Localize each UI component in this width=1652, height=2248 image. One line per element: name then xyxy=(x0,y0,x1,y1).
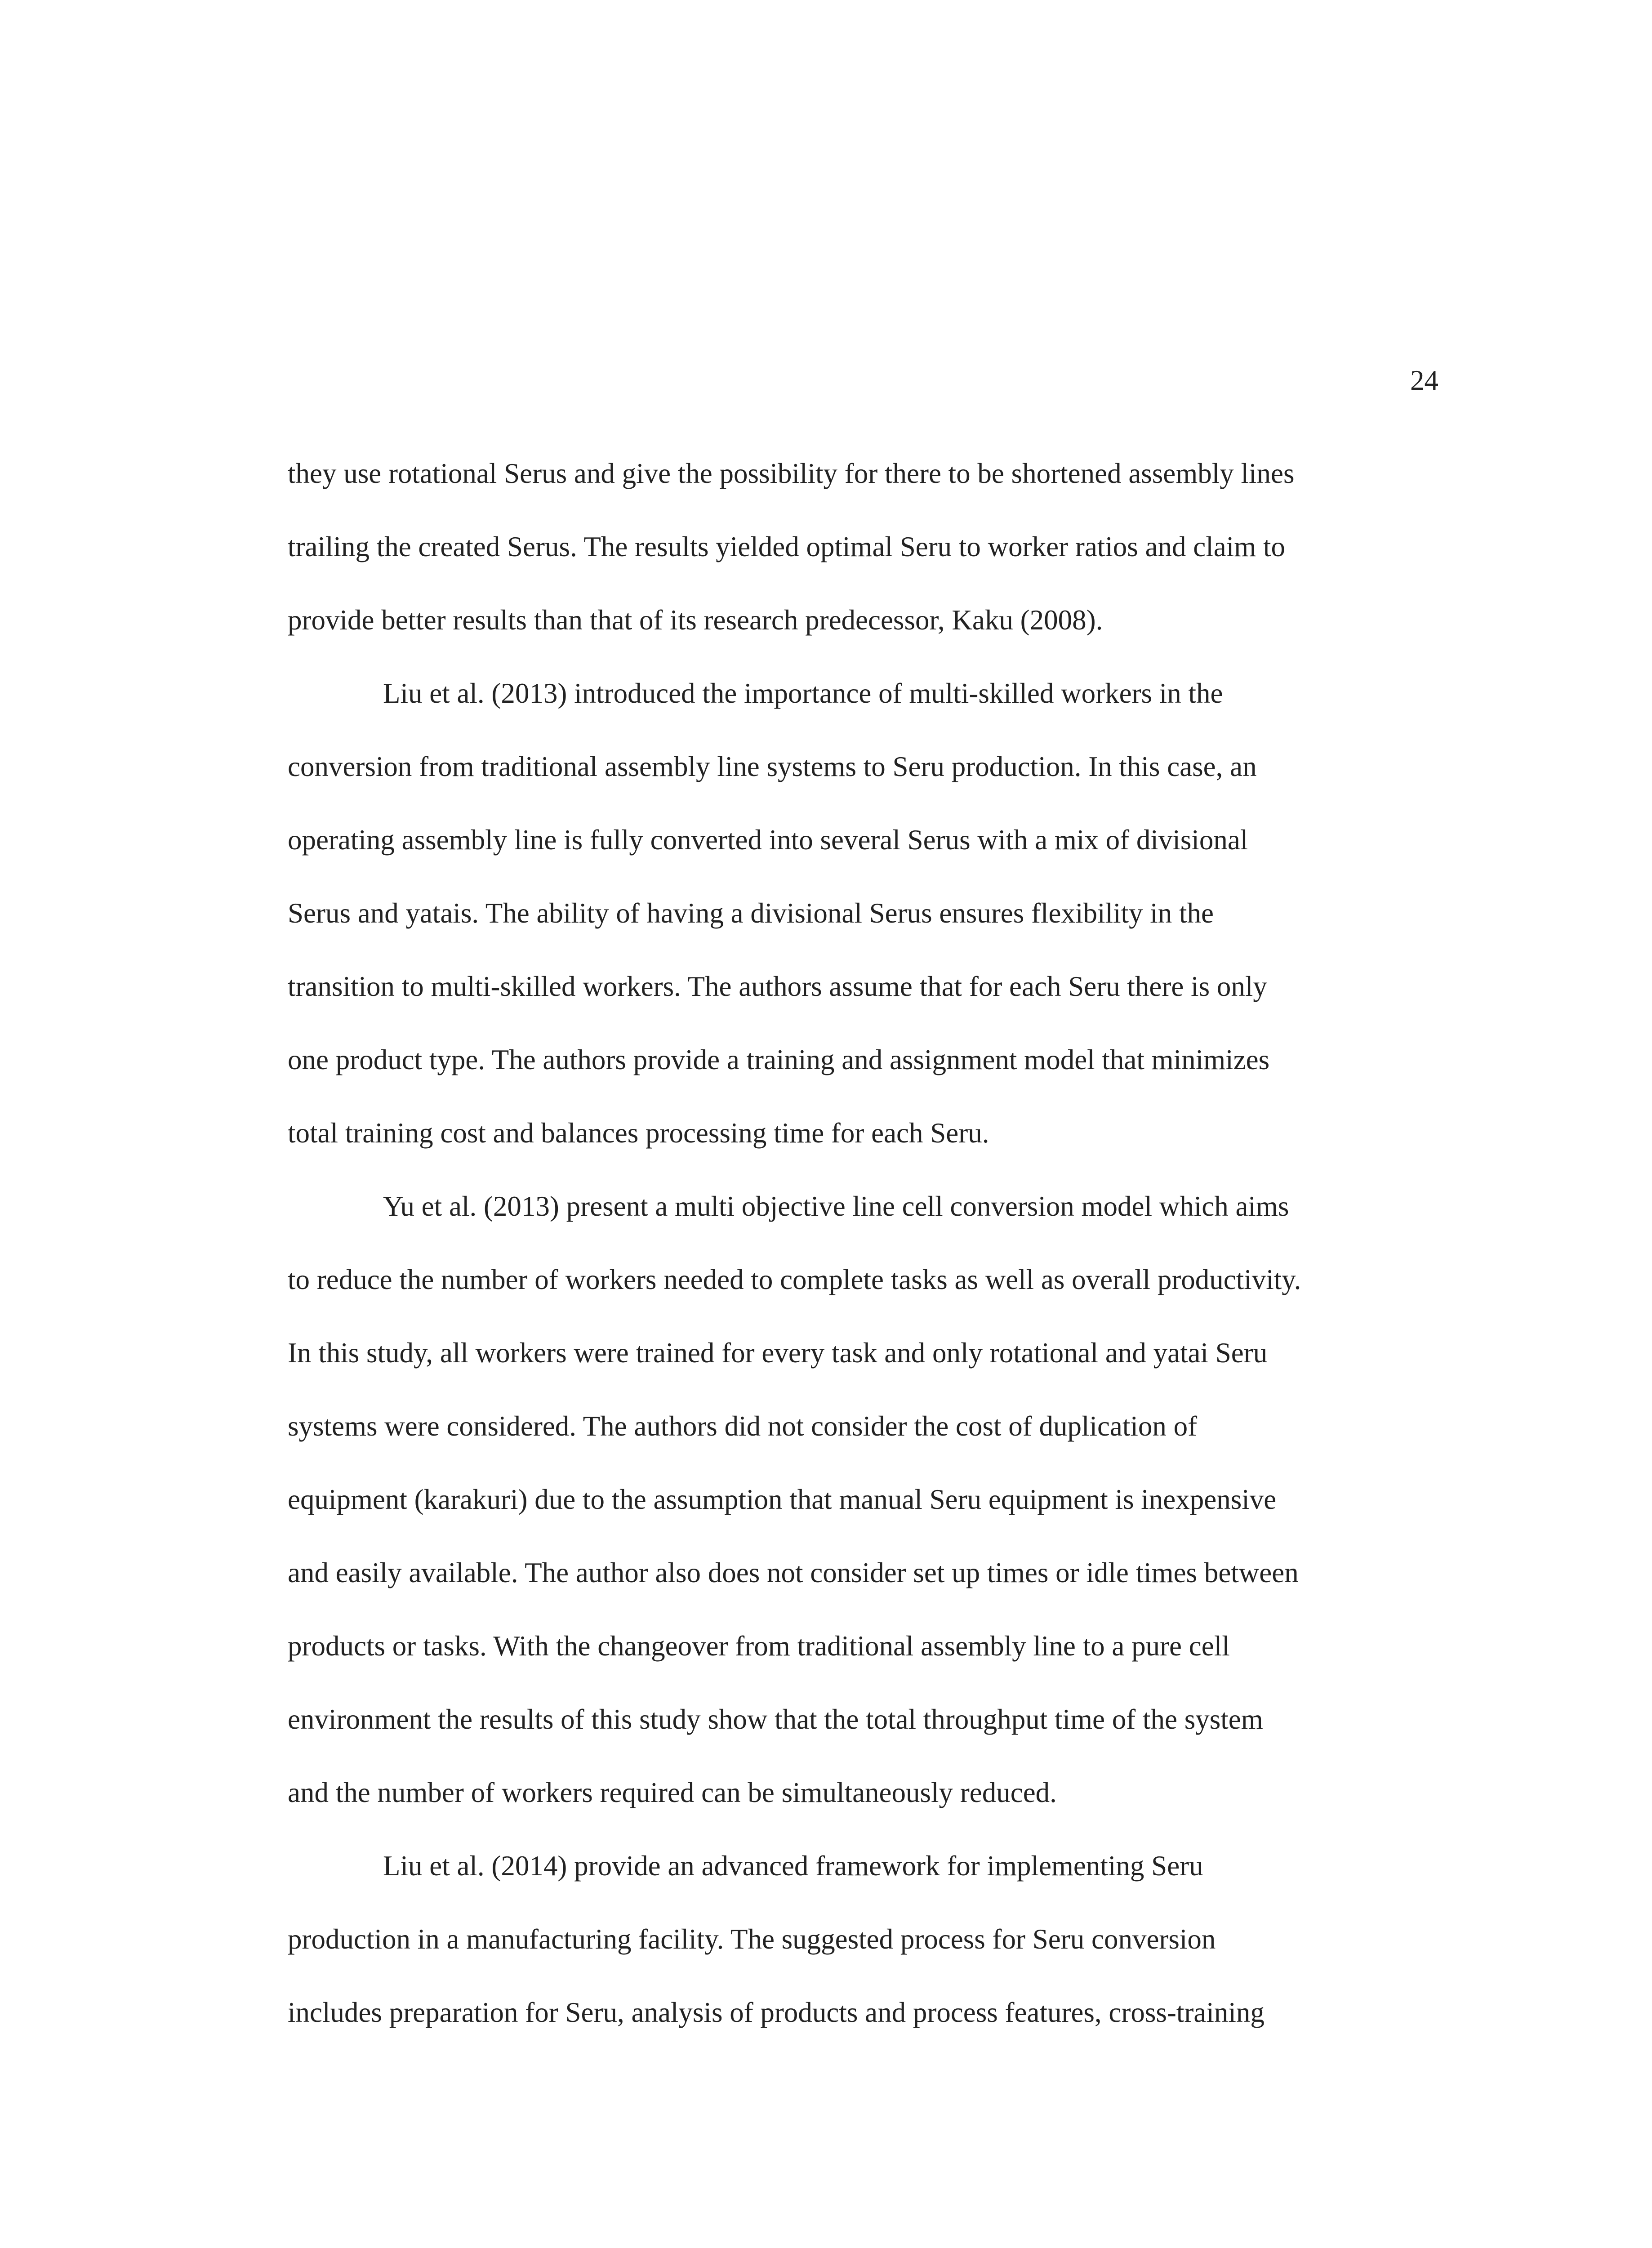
text-line: Liu et al. (2013) introduced the importance of multi-skilled workers in the xyxy=(383,678,1223,709)
text-line: trailing the created Serus. The results yielded optimal Seru to worker ratios and claim to xyxy=(288,531,1285,562)
text-line: and the number of workers required can be simultaneously reduced. xyxy=(288,1777,1057,1808)
text-line: includes preparation for Seru, analysis of products and process features, cross-training xyxy=(288,1997,1265,2028)
text-line: conversion from traditional assembly line systems to Seru production. In this case, an xyxy=(288,751,1257,782)
paragraph-1 xyxy=(288,437,1438,657)
text-line: operating assembly line is fully converted into several Serus with a mix of divisional xyxy=(288,824,1248,856)
page-number: 24 xyxy=(1410,365,1438,396)
text-line: Liu et al. (2014) provide an advanced framework for implementing Seru xyxy=(383,1850,1203,1882)
text-line: they use rotational Serus and give the possibility for there to be shortened assembly lines xyxy=(288,458,1295,489)
paragraph-4 xyxy=(288,1829,1438,2049)
text-line: transition to multi-skilled workers. The authors assume that for each Seru there is only xyxy=(288,971,1267,1002)
text-line: systems were considered. The authors did not consider the cost of duplication of xyxy=(288,1410,1198,1442)
paragraph-3 xyxy=(288,1170,1438,1829)
text-line: provide better results than that of its research predecessor, Kaku (2008). xyxy=(288,604,1103,636)
paragraph-2 xyxy=(288,657,1438,1170)
text-line: to reduce the number of workers needed to complete tasks as well as overall productivity. xyxy=(288,1264,1301,1295)
text-line: Serus and yatais. The ability of having a divisional Serus ensures flexibility in the xyxy=(288,897,1214,929)
body-text xyxy=(288,437,1438,2049)
text-line: total training cost and balances processing time for each Seru. xyxy=(288,1117,989,1149)
text-line: products or tasks. With the changeover from traditional assembly line to a pure cell xyxy=(288,1630,1230,1662)
text-line: one product type. The authors provide a training and assignment model that minimizes xyxy=(288,1044,1270,1075)
text-line: equipment (karakuri) due to the assumption that manual Seru equipment is inexpensive xyxy=(288,1484,1277,1515)
text-line: In this study, all workers were trained for every task and only rotational and yatai Seru xyxy=(288,1337,1268,1369)
text-line: Yu et al. (2013) present a multi objective line cell conversion model which aims xyxy=(383,1191,1289,1222)
text-line: production in a manufacturing facility. The suggested process for Seru conversion xyxy=(288,1923,1216,1955)
text-line: environment the results of this study show that the total throughput time of the system xyxy=(288,1704,1263,1735)
text-line: and easily available. The author also does not consider set up times or idle times between xyxy=(288,1557,1299,1588)
